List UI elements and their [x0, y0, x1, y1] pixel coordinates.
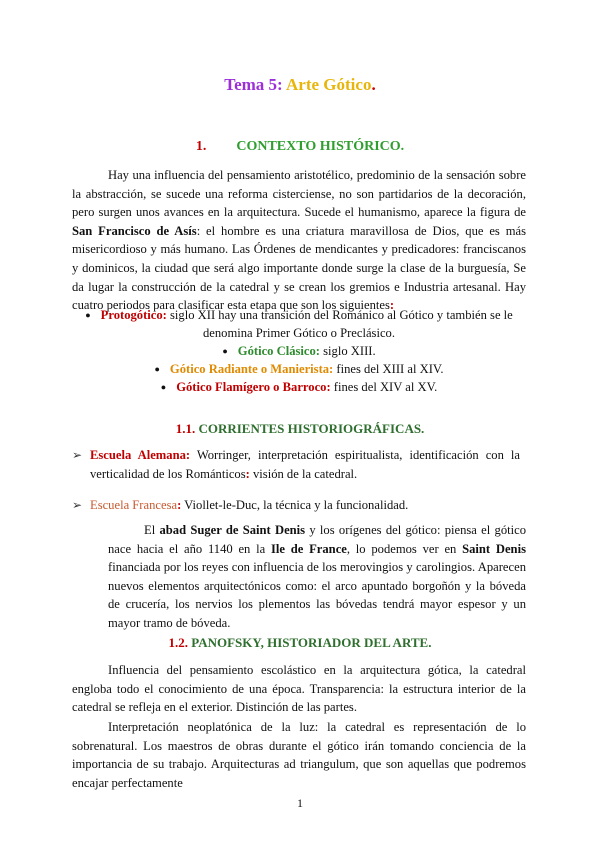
period-desc: fines del XIII al XIV. [333, 362, 444, 376]
section-1-2-number: 1.2. [168, 635, 188, 650]
document-title [0, 75, 600, 95]
arrow-bullet-icon: ➢ [72, 448, 83, 462]
school-german [72, 446, 520, 483]
title-dot: . [371, 75, 376, 94]
school-text: Worringer, interpretación espiritualista, identificación con la verticalidad de los Románticos [90, 448, 520, 481]
school-name: Escuela Alemana: [90, 448, 191, 462]
paragraph-panofsky-2: Interpretación neoplatónica de la luz: la catedral es representación de lo sobrenatural. Los maestros de obras durante el gótico irán tomando conciencia de la importancia de su trabajo. Arquitecturas ad triangulum, que son aquellas que podremos encajar perfectamente [72, 720, 526, 790]
section-1-2-title: PANOFSKY, HISTORIADOR DEL ARTE. [191, 635, 432, 650]
school-colon: : [177, 498, 182, 512]
para1-text-a: Hay una influencia del pensamiento aristotélico, predominio de la sensación sobre la abstracción, se sucede una reforma cisterciense, no son partidarios de la decoración, pero surgen unos avances en la arquitectura. Sucede el humanismo, aparece la figura de [72, 168, 526, 220]
section-1-1-number: 1.1. [175, 421, 196, 436]
period-name: Gótico Clásico: [237, 344, 320, 358]
para2-bold-3: Saint Denis [462, 541, 526, 556]
paragraph-suger [108, 521, 526, 633]
para2-text-2: , lo podemos ver en [346, 541, 463, 556]
bullet-icon: ● [160, 382, 167, 392]
para1-bold-name: San Francisco de Asís [72, 223, 197, 238]
section-1-title: CONTEXTO HISTÓRICO. [236, 139, 405, 154]
para2-bold-1: abad Suger de Saint Denis [159, 523, 306, 537]
title-main: Arte Gótico [286, 75, 372, 94]
section-1-1-title: CORRIENTES HISTORIOGRÁFICAS. [198, 421, 425, 436]
para1-text-b: : el hombre es una criatura maravillosa de Dios, que es más misericordioso y más humano. Las Órdenes de mendicantes y predicadores: franciscanos y dominicos, la ciudad que será algo importante donde surge la clase de la burguesía, Se da lugar la construcción de la catedral y se crean los gremios e Industria artesanal. Hay cuatro periodos para clasificar esta etapa que son los siguientes [72, 223, 526, 313]
period-name: Protogótico: [100, 308, 167, 322]
period-desc: siglo XII hay una transición del Románico al Gótico y también se le denomina Primer Gótico o Preclásico. [166, 308, 513, 340]
bullet-icon: ● [222, 346, 228, 356]
para1-colon: : [389, 298, 395, 313]
period-name: Gótico Flamígero o Barroco: [176, 380, 331, 394]
arrow-bullet-icon: ➢ [72, 498, 83, 512]
periods-list [72, 306, 526, 396]
para2-text-0: El [144, 523, 160, 537]
paragraph-context [72, 166, 526, 315]
bullet-icon: ● [154, 364, 160, 374]
school-colon: : [245, 466, 250, 481]
para2-text-3: financiada por los reyes con influencia de los merovingios y carolingios. Aparecen nuevos elementos arquitectónicos como: el arco apuntado borgoñón y la bóveda de crucería, los nervios los plementos las bóvedas tendrá mayor espesor y un mayor tramo de bóveda. [108, 560, 526, 630]
school-text: Viollet-le-Duc, la técnica y la funcionalidad. [181, 498, 409, 512]
period-item [72, 378, 526, 396]
school-name: Escuela Francesa [90, 498, 178, 512]
para2-bold-2: Ile de France [270, 541, 347, 556]
title-prefix: Tema 5: [224, 75, 283, 94]
period-name: Gótico Radiante o Manierista: [169, 362, 334, 376]
bullet-icon: ● [85, 310, 91, 320]
period-desc: fines del XIV al XV. [330, 380, 438, 394]
section-1-heading [0, 139, 600, 155]
period-item [72, 360, 526, 378]
school-text-b: visión de la catedral. [249, 466, 358, 481]
period-desc: siglo XIII. [320, 344, 376, 358]
section-1-2-heading [0, 635, 600, 651]
period-item [72, 342, 526, 360]
school-french [72, 496, 520, 515]
section-1-1-heading [0, 421, 600, 437]
section-1-number: 1. [195, 139, 207, 154]
para2-text-1: y los orígenes del gótico: piensa el gótico nace hacia el año 1140 en la [108, 523, 527, 556]
page-number: 1 [297, 796, 303, 810]
period-item [72, 306, 526, 342]
paragraph-panofsky-1: Influencia del pensamiento escolástico en la arquitectura gótica, la catedral engloba todo el conocimiento de una época. Transparencia: la estructura interior de la catedral se refleja en el exterior. Distinción de las partes. [72, 663, 526, 715]
